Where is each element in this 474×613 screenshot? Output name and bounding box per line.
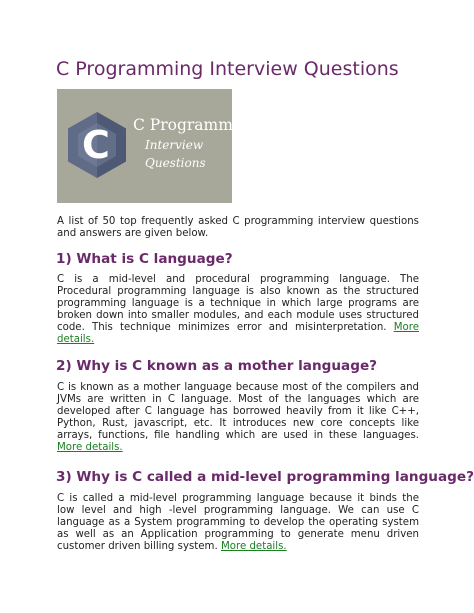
question-2-body bbox=[57, 382, 419, 454]
question-3-text: C is called a mid-level programming language because it binds the low level and high -level programming language. We can use C language as a System programming to develop the operating system as well as an Application programming to generate menu driven customer driven billing system. bbox=[57, 493, 419, 552]
question-3-heading: 3) Why is C called a mid-level programming language? bbox=[56, 469, 474, 485]
page-title: C Programming Interview Questions bbox=[56, 58, 399, 80]
question-1-text: C is a mid-level and procedural programming language. The Procedural programming language is also known as the structured programming language is a technique in which large programs are broken down into smaller modules, and each module uses structured code. This technique minimizes error and misinterpretation. bbox=[57, 274, 419, 333]
logo-letter: C bbox=[82, 123, 110, 167]
question-2-heading: 2) Why is C known as a mother language? bbox=[56, 358, 378, 374]
question-2-text: C is known as a mother language because most of the compilers and JVMs are written in C language. Most of the languages which are developed after C language has borrowed heavily from it like C++, Python, Rust, javascript, etc. It introduces new core concepts like arrays, functions, file handling which are used in these languages. bbox=[57, 382, 419, 441]
banner-subtitle-line1: Interview bbox=[145, 138, 204, 152]
question-3-more-details-link[interactable]: More details. bbox=[220, 541, 287, 552]
question-1-body bbox=[57, 274, 419, 346]
question-3-body bbox=[57, 493, 419, 553]
banner-image bbox=[57, 89, 258, 203]
intro-paragraph: A list of 50 top frequently asked C programming interview questions and answers are given below. bbox=[57, 216, 419, 239]
banner-subtitle-line2: Questions bbox=[145, 156, 206, 170]
banner-title: C Programming bbox=[133, 116, 258, 134]
c-logo-icon bbox=[65, 110, 129, 180]
question-1-more-details-link[interactable]: More details. bbox=[57, 322, 419, 345]
question-1-heading: 1) What is C language? bbox=[56, 251, 233, 267]
question-2-more-details-link[interactable]: More details. bbox=[57, 442, 123, 453]
